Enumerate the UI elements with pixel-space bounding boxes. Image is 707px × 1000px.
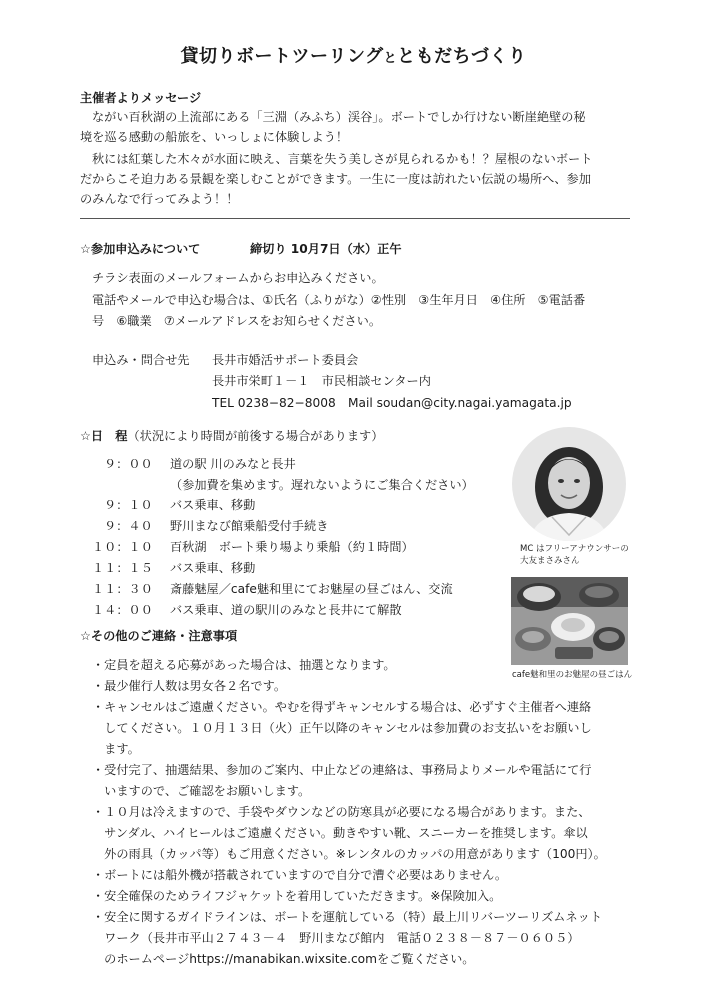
notes-heading: ☆その他のご連絡・注意事項 [80, 629, 238, 643]
schedule-heading-row [80, 426, 383, 446]
notes-line: ます。 [92, 742, 140, 756]
schedule-text: 道の駅 川のみなと長井 [170, 457, 296, 471]
schedule-time: １４：００ [92, 603, 153, 617]
title-connector: と [383, 51, 398, 66]
notes-line: ・最少催行人数は男女各２名です。 [92, 679, 287, 693]
schedule-text: 斎藤魅屋／cafe魅和里にてお魅屋の昼ごはん、交流 [170, 582, 453, 596]
notes-line: 外の雨具（カッパ等）もご用意ください。※レンタルのカッパの用意があります（100円）。 [92, 847, 606, 861]
schedule-time: １１：３０ [92, 582, 153, 596]
notes-line: のホームページhttps://manabikan.wixsite.comをご覧ください。 [92, 952, 475, 966]
message-line: 境を巡る感動の船旅を、いっしょに体験しよう！ [80, 130, 349, 144]
schedule-text: バス乗車、道の駅川のみなと長井にて解散 [170, 603, 402, 617]
title-end: ともだちづくり [397, 46, 527, 67]
schedule-text: 百秋湖 ボート乗り場より乗船（約１時間） [170, 540, 414, 554]
application-heading: ☆参加申込みについて [80, 242, 201, 256]
section-divider [80, 218, 630, 219]
schedule-text: バス乗車、移動 [170, 561, 256, 575]
notes-line: してください。１０月１３日（火）正午以降のキャンセルは参加費のお支払いをお願いし [92, 721, 592, 735]
lunch-photo [511, 577, 628, 665]
schedule-time: １０：１０ [92, 540, 153, 554]
notes-line: いますので、ご確認をお願いします。 [92, 784, 311, 798]
application-line: 号 ⑥職業 ⑦メールアドレスをお知らせください。 [92, 314, 382, 328]
schedule-note: （状況により時間が前後する場合があります） [127, 429, 384, 443]
notes-line: ・安全確保のためライフジャケットを着用していただきます。※保険加入。 [92, 889, 502, 903]
lunch-caption: cafe魅和里のお魅屋の昼ごはん [512, 670, 633, 680]
mc-portrait-photo [512, 427, 626, 541]
notes-line: ・キャンセルはご遠慮ください。やむを得ずキャンセルする場合は、必ずすぐ主催者へ連絡 [92, 700, 592, 714]
notes-line: ・安全に関するガイドラインは、ボートを運航している（特）最上川リバーツーリズムネット [92, 910, 603, 924]
schedule-time: ９：４０ [104, 519, 153, 533]
schedule-time: １１：１５ [92, 561, 153, 575]
notes-line: サンダル、ハイヒールはご遠慮ください。動きやすい靴、スニーカーを推奨します。傘以 [92, 826, 588, 840]
application-line: 電話やメールで申込む場合は、①氏名（ふりがな）②性別 ③生年月日 ④住所 ⑤電話番 [92, 293, 586, 307]
message-line: ながい百秋湖の上流部にある「三淵（みふち）渓谷」。ボートでしか行けない断崖絶壁の秘 [92, 110, 586, 124]
schedule-heading: ☆日 程 [80, 429, 128, 443]
title-main: 貸切りボートツーリング [180, 46, 384, 67]
message-line: だからこそ迫力ある景観を楽しむことができます。一生に一度は訪れたい伝説の場所へ、参加 [80, 172, 591, 186]
contact-phone-mail: TEL 0238−82−8008 Mail soudan@city.nagai.yamagata.jp [212, 396, 572, 410]
notes-line: ・ボートには船外機が搭載されていますので自分で漕ぐ必要はありません。 [92, 868, 508, 882]
schedule-text: （参加費を集めます。遅れないようにご集合ください） [170, 478, 474, 492]
schedule-text: 野川まなび館乗船受付手続き [170, 519, 329, 533]
contact-label: 申込み・問合せ先 [92, 353, 190, 367]
contact-organization: 長井市婚活サポート委員会 [212, 353, 359, 367]
message-line: のみんなで行ってみよう！！ [80, 192, 239, 206]
notes-line: ・受付完了、抽選結果、参加のご案内、中止などの連絡は、事務局よりメールや電話にて行 [92, 763, 592, 777]
page-title [0, 42, 707, 68]
message-line: 秋には紅葉した木々が水面に映え、言葉を失う美しさが見られるかも！？屋根のないボート [92, 152, 593, 166]
mc-caption: MC はフリーアナウンサーの [520, 544, 629, 554]
application-line: チラシ表面のメールフォームからお申込みください。 [92, 271, 384, 285]
notes-line: ・１０月は冷えますので、手袋やダウンなどの防寒具が必要になる場合があります。また、 [92, 805, 591, 819]
mc-caption: 大友まさみさん [520, 556, 580, 566]
contact-address: 長井市栄町１－１ 市民相談センター内 [212, 374, 431, 388]
message-heading: 主催者よりメッセージ [80, 91, 202, 105]
schedule-time: ９：１０ [104, 498, 153, 512]
application-deadline: 締切り 10月7日（水）正午 [250, 242, 402, 256]
schedule-text: バス乗車、移動 [170, 498, 256, 512]
notes-line: ワーク（長井市平山２７４３－４ 野川まなび館内 電話０２３８－８７－０６０５） [92, 931, 580, 945]
schedule-time: ９：００ [104, 457, 153, 471]
notes-line: ・定員を超える応募があった場合は、抽選となります。 [92, 658, 396, 672]
